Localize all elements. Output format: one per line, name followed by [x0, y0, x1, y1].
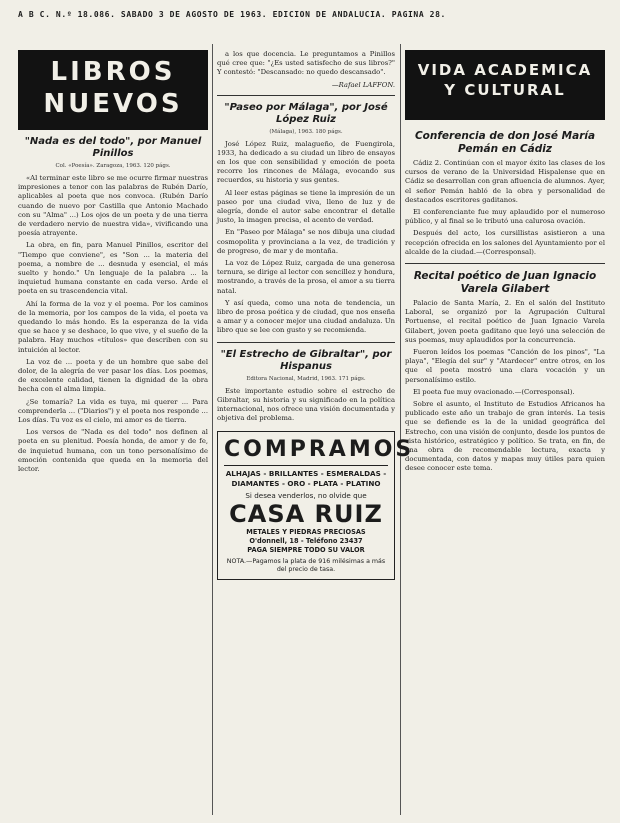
article-paragraph: Fueron leídos los poemas "Canción de los pinos", "La playa", "Elegía del sur" y "Atardecer" entre otros, en los que el poeta mostró una clara vocación y un personalísimo estilo. [405, 348, 605, 384]
ad-name: CASA RUIZ [229, 500, 383, 529]
article-paragraph: Los versos de "Nada es del todo" nos definen al poeta en su plenitud. Poesía honda, de amor y de fe, de inquietud humana, con un tono personalísimo de emoción contenida que queda en la memoria del lector. [18, 428, 208, 474]
article-paragraph: Este importante estudio sobre el estrecho de Gibraltar, su historia y su significado en la política internacional, nos ofrece una visión documentada y objetiva del problema. [217, 386, 395, 423]
article-signature: —Rafael LAFFON. [331, 80, 395, 89]
ad-note: NOTA.—Pagamos la plata de 916 milésimas a más del precio de tasa. [226, 558, 386, 574]
article-meta: (Málaga), 1963. 180 págs. [269, 128, 343, 135]
ad-title: COMPRAMOS [224, 437, 388, 466]
article-paragraph: «Al terminar este libro se me ocurre firmar nuestras impresiones a tenor con las palabras de Rubén Darío, aplicables al poeta que nos convoca. (Rubén Darío cuando de nuevo por Castilla que Antonio Machado con su "Alma" ...) Los ojos de un poeta y de una tierra de verdadero nervio de nuestra vida», vivificando una poesía atrayente. [18, 174, 208, 238]
article-paragraph: Ahí la forma de la voz y el poema. Por los caminos de la memoria, por los campos de la vida, el poeta va quedando lo más hondo. Es la esperanza de la vida que se hace y se deshace, lo que vive, y el sueño de la palabra. Hay muchos «títulos» que describen con su intuición al lector. [18, 299, 208, 354]
article-paragraph: Al leer estas páginas se tiene la impresión de un paseo por una ciudad viva, lleno de luz y de alegría, donde el autor sabe encontrar el detalle justo, la imagen precisa, el acento de verdad. [217, 188, 395, 225]
column-1 [18, 50, 208, 815]
article-title: Conferencia de don José María Pemán en Cádiz [414, 130, 596, 155]
ad-address: O'donnell, 18 - Teléfono 23437 [249, 537, 363, 546]
ad-line: PAGA SIEMPRE TODO SU VALOR [247, 546, 365, 555]
badge-line: NUEVOS [43, 89, 183, 119]
divider [217, 95, 395, 96]
article-paragraph: Sobre el asunto, el Instituto de Estudios Africanos ha publicado este año un trabajo de gran interés. La tesis que se defiende es la de la unidad geográfica del Estrecho, con una visión de conjunto, desde los puntos de vista histórico, estratégico y político. Se trata, en fin, de una obra de recomendable lectura, exacta y documentada, con datos y mapas muy útiles para quien desee conocer este tema. [405, 400, 605, 473]
casa-ruiz-ad [217, 431, 415, 580]
ad-items: ALHAJAS - BRILLANTES - ESMERALDAS - DIAMANTES - ORO - PLATA - PLATINO [225, 469, 387, 488]
article-meta: Editora Nacional, Madrid, 1963. 171 págs. [246, 375, 366, 382]
article-title: "Paseo por Málaga", por José López Ruiz [224, 101, 388, 125]
article-paragraph: ¿Se tomaría? La vida es tuya, mi querer ... Para comprenderla ... ("Diarios") y el poeta nos responde ... Los días. Tu voz es el cielo, mi amor es de tierra. [18, 397, 208, 425]
divider [217, 342, 395, 343]
article-paragraph: La voz de López Ruiz, cargada de una generosa ternura, se dirige al lector con sencillez y hondura, mostrando, a través de la prosa, el amor a su tierra natal. [217, 259, 395, 295]
article-title: Recital poético de Juan Ignacio Varela Gilabert [413, 270, 597, 295]
article-meta: Col. «Poesía». Zaragoza, 1963. 120 págs. [55, 163, 171, 169]
badge-line: Y CULTURAL [444, 81, 566, 99]
article-paragraph: El poeta fue muy ovacionado.—(Corresponsal). [413, 387, 575, 396]
column-2 [217, 50, 415, 815]
article-paragraph: Después del acto, los cursillistas asistieron a una recepción ofrecida en los salones del Ayuntamiento por el alcalde de la ciudad.—(Corresponsal). [405, 229, 605, 256]
vida-academica-badge [405, 50, 605, 120]
libros-nuevos-badge [18, 50, 208, 130]
article-paragraph: En "Paseo por Málaga" se nos dibuja una ciudad cosmopolita y provinciana a la vez, de tradición y de progreso, de mar y de montaña. [217, 228, 395, 255]
column-divider [400, 44, 401, 815]
article-paragraph: La voz de ... poeta y de un hombre que sabe del dolor, de la alegría de ver pasar los días. Los poemas, de excelente calidad, tienen la dignidad de la obra hecha con el alma limpia. [18, 357, 208, 394]
article-title: "Nada es del todo", por Manuel Pinillos [24, 136, 202, 159]
article-paragraph: Y así queda, como una nota de tendencia, un libro de prosa poética y de ciudad, que nos enseña a amar y a conocer mejor una ciudad andaluza. Un libro que se lee con gusto y se recomienda. [217, 298, 395, 335]
column-divider [212, 44, 213, 815]
article-paragraph: Cádiz 2. Continúan con el mayor éxito las clases de los cursos de verano de la Universidad Hispalense que en Cádiz se desarrollan con gran afluencia de alumnos. Ayer, el señor Pemán habló de la obra y personalidad de destacados escritores gaditanos. [405, 159, 605, 204]
article-paragraph: a los que docencia. Le preguntamos a Pinillos qué cree que: "¿Es usted satisfecho de sus libros?" Y contestó: "Descansado: no quedo descansado". [217, 50, 395, 77]
badge-line: LIBROS [50, 57, 176, 87]
article-title: "El Estrecho de Gibraltar", por Hispanus [220, 348, 392, 372]
article-paragraph: La obra, en fin, para Manuel Pinillos, escritor del "Tiempo que conviene", es "Son ... la materia del poema, a nombre de ... desnuda y esencial, el más suelto y hondo." Un lenguaje de la palabra ... la inquietud humana constante en cada verso. Arde el poeta en su trascendencia vital. [18, 241, 208, 296]
ad-subtitle: Si desea venderlos, no olvide que [245, 491, 367, 501]
article-paragraph: José López Ruiz, malagueño, de Fuengirola, 1933, ha dedicado a su ciudad un libro de ensayos en los que con sensibilidad y emoción de poeta recorre los rincones de Málaga, evocando sus recuerdos, su historia y sus gentes. [217, 139, 395, 185]
article-paragraph: El conferenciante fue muy aplaudido por el numeroso público, y al final se le tributó una calurosa ovación. [405, 208, 605, 226]
ad-line: METALES Y PIEDRAS PRECIOSAS [246, 528, 366, 537]
divider [405, 263, 605, 264]
column-3 [405, 50, 605, 815]
page-header: A B C. N.º 18.086. SABADO 3 DE AGOSTO DE 1963. EDICION DE ANDALUCIA. PAGINA 28. [18, 10, 446, 19]
badge-line: VIDA ACADEMICA [417, 61, 593, 79]
article-paragraph: Palacio de Santa María, 2. En el salón del Instituto Laboral, se organizó por la Agrupación Cultural Portuense, el recital poético de Juan Ignacio Varela Gilabert, joven poeta gaditano que leyó una selección de sus poemas, muy aplaudidos por la concurrencia. [405, 299, 605, 344]
